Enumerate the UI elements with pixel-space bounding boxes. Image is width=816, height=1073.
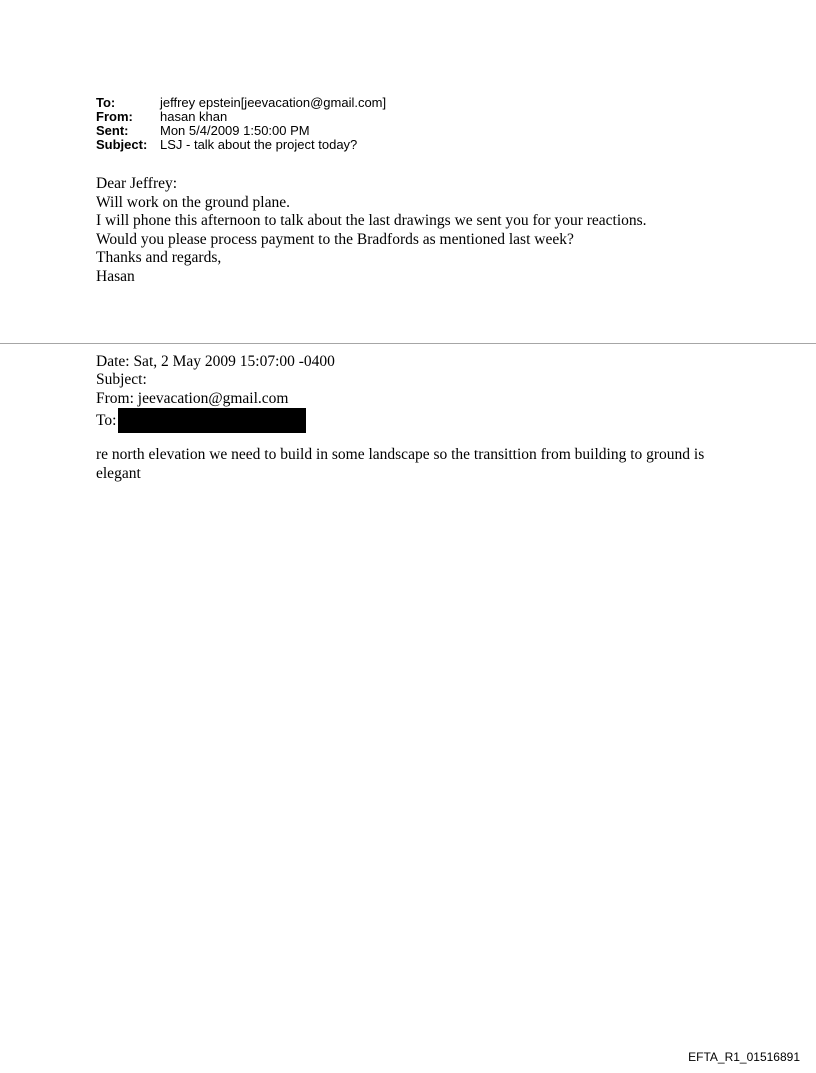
quoted-message-body: re north elevation we need to build in some landscape so the transittion from building to ground is elegant: [96, 446, 705, 482]
document-id: EFTA_R1_01516891: [688, 1050, 800, 1064]
email-header: [96, 96, 386, 152]
quoted-subject-line: Subject:: [96, 371, 147, 389]
to-label: To:: [96, 95, 116, 110]
quoted-to-line: [96, 408, 335, 433]
separator-line: [0, 343, 816, 344]
body-line-greeting: Dear Jeffrey:: [96, 175, 178, 192]
from-row: [96, 110, 386, 124]
body-line: I will phone this afternoon to talk about the last drawings we sent you for your reactions.: [96, 212, 647, 230]
quoted-message-header: [96, 353, 335, 433]
body-line: Would you please process payment to the Bradfords as mentioned last week?: [96, 230, 574, 248]
from-label: From:: [96, 109, 133, 124]
sent-value: Mon 5/4/2009 1:50:00 PM: [160, 123, 310, 138]
redaction-box: [118, 408, 306, 433]
sent-row: [96, 124, 386, 138]
sent-label: Sent:: [96, 123, 129, 138]
subject-value: LSJ - talk about the project today?: [160, 137, 358, 152]
to-value: jeffrey epstein[jeevacation@gmail.com]: [160, 95, 387, 110]
quoted-to-label: To:: [96, 411, 117, 429]
body-line-signature: Hasan: [96, 267, 135, 285]
body-line: Will work on the ground plane.: [96, 193, 290, 211]
to-row: [96, 96, 386, 110]
quoted-date-line: Date: Sat, 2 May 2009 15:07:00 -0400: [96, 353, 335, 370]
quoted-from-line: From: jeevacation@gmail.com: [96, 389, 289, 407]
subject-label: Subject:: [96, 137, 148, 152]
email-body: [96, 175, 736, 287]
body-line-closing: Thanks and regards,: [96, 249, 222, 267]
subject-row: [96, 138, 386, 152]
from-value: hasan khan: [160, 109, 228, 124]
